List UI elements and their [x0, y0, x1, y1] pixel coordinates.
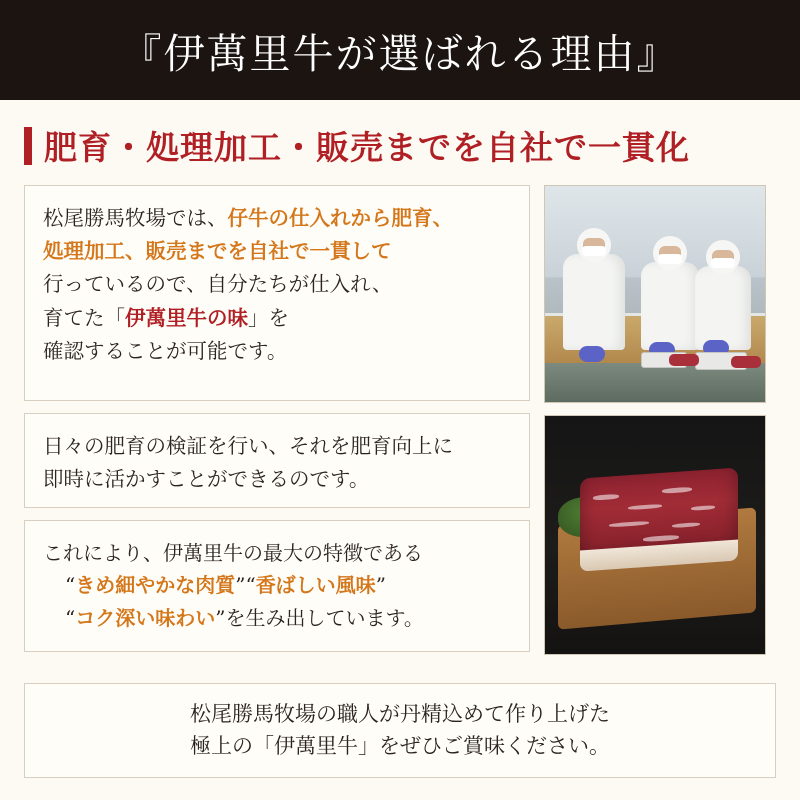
worker-mask [582, 246, 606, 256]
headline-text: 肥育・処理加工・販売までを自社で一貫化 [44, 128, 690, 167]
content-area [0, 175, 800, 673]
text-run-highlight: きめ細やかな肉質 [75, 573, 236, 598]
card-characteristics [24, 520, 530, 652]
meat-piece [669, 354, 699, 366]
text-run-highlight: 仔牛の仕入れから肥育、 [227, 206, 453, 230]
glove-icon [579, 346, 605, 362]
text-run: “ [65, 605, 76, 630]
worker-mask [711, 258, 735, 268]
text-run-highlight: 処理加工、販売までを自社で一貫して [43, 239, 392, 264]
card-line [43, 235, 511, 268]
text-run-highlight: 香ばしい風味 [255, 573, 376, 598]
card-line [43, 569, 511, 601]
marbling [672, 523, 700, 529]
text-run: ” [375, 573, 386, 598]
text-run-highlight: コク深い味わい [75, 605, 216, 630]
photo-beef-block [544, 415, 766, 655]
text-run: 行っているので、自分たちが仕入れ、 [43, 272, 393, 297]
photo-column [544, 185, 766, 673]
worker-figure [641, 262, 699, 350]
footer-section [0, 673, 800, 800]
text-run: 育てた「 [43, 305, 125, 330]
footer-card [24, 683, 776, 778]
text-run: 日々の肥育の検証を行い、それを肥育向上に [43, 434, 453, 458]
card-line [43, 463, 511, 496]
marbling [609, 521, 649, 528]
banner-title: 『伊萬里牛が選ばれる理由』 [120, 29, 680, 78]
meat-piece [731, 356, 761, 368]
worker-figure [695, 266, 751, 350]
text-run: ”を生み出しています。 [215, 605, 424, 630]
text-run: 確認することが可能です。 [43, 338, 288, 363]
worker-figure [563, 254, 625, 350]
card-integrated-process [24, 185, 530, 401]
card-line [43, 268, 511, 301]
marbling [644, 535, 680, 543]
card-line [43, 430, 511, 463]
text-run: ”“ [235, 573, 256, 598]
marbling [663, 487, 693, 494]
headline-section [0, 100, 800, 175]
card-line [43, 602, 511, 634]
card-daily-verification [24, 413, 530, 508]
text-run: 」を [248, 305, 289, 330]
card-line [43, 537, 511, 569]
photo-processing-facility [544, 185, 766, 403]
footer-line: 松尾勝馬牧場の職人が丹精込めて作り上げた [190, 701, 610, 726]
headline-accent-bar [24, 127, 32, 165]
text-run-highlight: 伊萬里牛の味 [125, 305, 248, 330]
worker-mask [658, 254, 682, 264]
card-line [43, 335, 511, 368]
text-run: これにより、伊萬里牛の最大の特徴である [43, 541, 423, 565]
text-run: “ [65, 573, 76, 598]
top-banner [0, 0, 800, 100]
headline [24, 122, 776, 169]
text-run: 即時に活かすことができるのです。 [43, 467, 370, 492]
marbling [691, 505, 715, 511]
text-run: 松尾勝馬牧場では、 [43, 206, 228, 230]
text-column [24, 185, 530, 673]
card-line [43, 302, 511, 335]
card-line [43, 202, 511, 235]
footer-line: 極上の「伊萬里牛」をぜひご賞味ください。 [190, 734, 610, 759]
marbling [628, 504, 662, 510]
marbling [593, 494, 619, 501]
